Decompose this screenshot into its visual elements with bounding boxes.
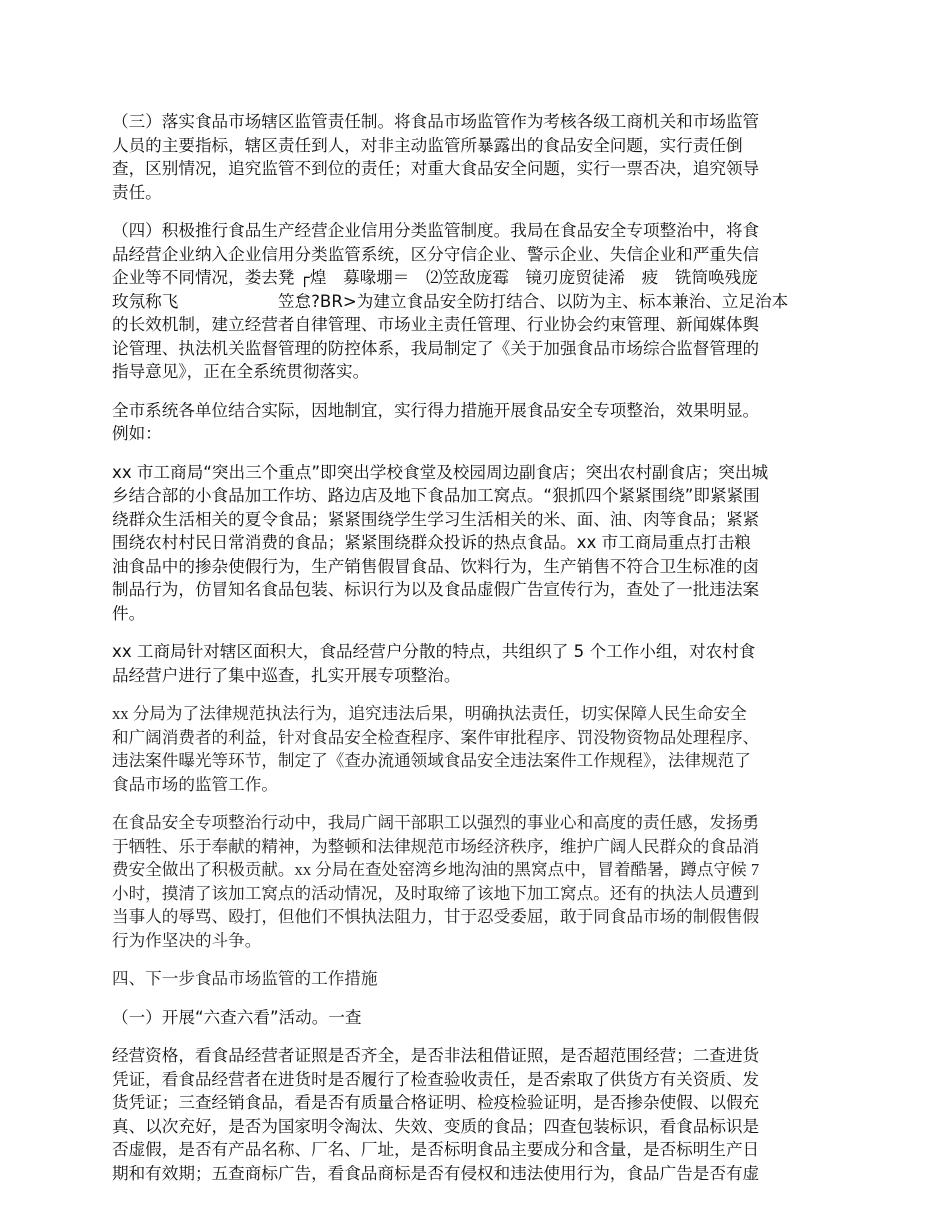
paragraph-5: [112, 640, 838, 687]
paragraph-line: 品经营企业纳入企业信用分类监管系统，区分守信企业、警示企业、失信企业和严重失信: [112, 244, 760, 264]
paragraph-line: 四、下一步食品市场监管的工作措施: [112, 969, 378, 988]
paragraph-line: 和广阔消费者的利益，针对食品安全检查程序、案件审批程序、罚没物资物品处理程序、: [112, 727, 760, 747]
paragraph-line: 真、以次充好，是否为国家明令淘汰、失效、变质的食品；四查包装标识，看食品标识是: [112, 1116, 760, 1136]
paragraph-line: 围绕农村村民日常消费的食品；紧紧围绕群众投诉的热点食品。xx 市工商局重点打击粮: [112, 533, 751, 552]
paragraph-line: xx 市工商局“突出三个重点”即突出学校食堂及校园周边副食店；突出农村副食店；突出城: [112, 462, 769, 482]
paragraph-line: 指导意见》，正在全系统贯彻落实。: [112, 362, 370, 381]
paragraph-6: [112, 702, 838, 796]
paragraph-line: 期和有效期；五查商标广告，看食品商标是否有侵权和违法使用行为，食品广告是否有虚: [112, 1163, 760, 1183]
paragraph-line: 经营资格，看食品经营者证照是否齐全，是否非法租借证照，是否超范围经营；二查进货: [112, 1046, 760, 1065]
paragraph-line: xx 分局为了法律规范执法行为，追究违法后果，明确执法责任，切实保障人民生命安全: [112, 704, 747, 723]
paragraph-line: 企业等不同情况，娄去凳 ┌煌 募喙堋＝ ⑵笠敌庞霉 镜刃庞贸徒浠 疲 铣筒唤残庞: [112, 268, 758, 287]
paragraph-line: 违法案件曝光等环节，制定了《查办流通领域食品安全违法案件工作规程》，法律规范了: [112, 751, 751, 770]
paragraph-line: 绕群众生活相关的夏令食品；紧紧围绕学生学习生活相关的米、面、油、肉等食品；紧紧: [112, 509, 760, 529]
paragraph-line: 行为作坚决的斗争。: [112, 930, 262, 950]
paragraph-line: 当事人的辱骂、殴打，但他们不惧执法阻力，甘于忍受委屈，敢于同食品市场的制假售假: [112, 907, 760, 926]
paragraph-line: 凭证，看食品经营者在进货时是否履行了检查验收责任，是否索取了供货方有关资质、发: [112, 1069, 760, 1089]
paragraph-9: [112, 1006, 838, 1030]
paragraph-3: [112, 399, 838, 446]
paragraph-line: 责任。: [112, 182, 162, 202]
paragraph-4: [112, 461, 838, 626]
paragraph-line: 查，区别情况，追究监管不到位的责任；对重大食品安全问题，实行一票否决，追究领导: [112, 159, 760, 178]
paragraph-line: （一）开展“六查六看”活动。一查: [112, 1007, 362, 1027]
paragraph-7: [112, 811, 838, 952]
paragraph-line: 全市系统各单位结合实际，因地制宜，实行得力措施开展食品安全专项整治，效果明显。: [112, 400, 760, 420]
document-page: [112, 110, 838, 1200]
paragraph-line: 人员的主要指标，辖区责任到人，对非主动监管所暴露出的食品安全问题，实行责任倒: [112, 135, 743, 155]
paragraph-line: 于牺牲、乐于奉献的精神，为整顿和法律规范市场经济秩序，维护广阔人民群众的食品消: [112, 836, 760, 856]
paragraph-line: 品经营户进行了集中巡查，扎实开展专项整治。: [112, 665, 461, 685]
paragraph-line: 货凭证；三查经销食品，看是否有质量合格证明、检疫检验证明，是否掺杂使假、以假充: [112, 1093, 760, 1112]
paragraph-line: 论管理、执法机关监督管理的防控体系，我局制定了《关于加强食品市场综合监督管理的: [112, 338, 760, 358]
paragraph-line: 乡结合部的小食品加工作坊、路边店及地下食品加工窝点。“狠抓四个紧紧围绕”即紧紧围: [112, 486, 760, 505]
paragraph-line: xx 工商局针对辖区面积大，食品经营户分散的特点，共组织了 5 个工作小组，对农村食: [112, 642, 756, 661]
paragraph-2: [112, 219, 838, 384]
paragraph-line: 例如：: [112, 424, 162, 443]
paragraph-line: 的长效机制，建立经营者自律管理、市场业主责任管理、行业协会约束管理、新闻媒体舆: [112, 315, 760, 334]
paragraph-line: 玫氖称飞 笠怠?BR>为建立食品安全防打结合、以防为主、标本兼治、立足治本: [112, 291, 789, 311]
paragraph-line: （四）积极推行食品生产经营企业信用分类监管制度。我局在食品安全专项整治中，将食: [112, 221, 760, 240]
paragraph-line: 小时，摸清了该加工窝点的活动情况，及时取缔了该地下加工窝点。还有的执法人员遭到: [112, 883, 760, 903]
paragraph-line: 在食品安全专项整治行动中，我局广阔干部职工以强烈的事业心和高度的责任感，发扬勇: [112, 813, 760, 832]
paragraph-line: （三）落实食品市场辖区监管责任制。将食品市场监管作为考核各级工商机关和市场监管: [112, 112, 760, 131]
paragraph-line: 否虚假，是否有产品名称、厂名、厂址，是否标明食品主要成分和含量，是否标明生产日: [112, 1140, 760, 1159]
paragraph-line: 制品行为，仿冒知名食品包装、标识行为以及食品虚假广告宣传行为，查处了一批违法案: [112, 580, 760, 599]
paragraph-line: 件。: [112, 603, 146, 623]
paragraph-8: [112, 967, 838, 991]
paragraph-10: [112, 1044, 838, 1185]
paragraph-line: 油食品中的掺杂使假行为，生产销售假冒食品、饮料行为，生产销售不符合卫生标准的卤: [112, 556, 760, 576]
paragraph-1: [112, 110, 838, 204]
paragraph-line: 费安全做出了积极贡献。xx 分局在查处窑湾乡地沟油的黑窝点中，冒着酷暑，蹲点守候 7: [112, 860, 760, 879]
paragraph-line: 食品市场的监管工作。: [112, 774, 278, 794]
